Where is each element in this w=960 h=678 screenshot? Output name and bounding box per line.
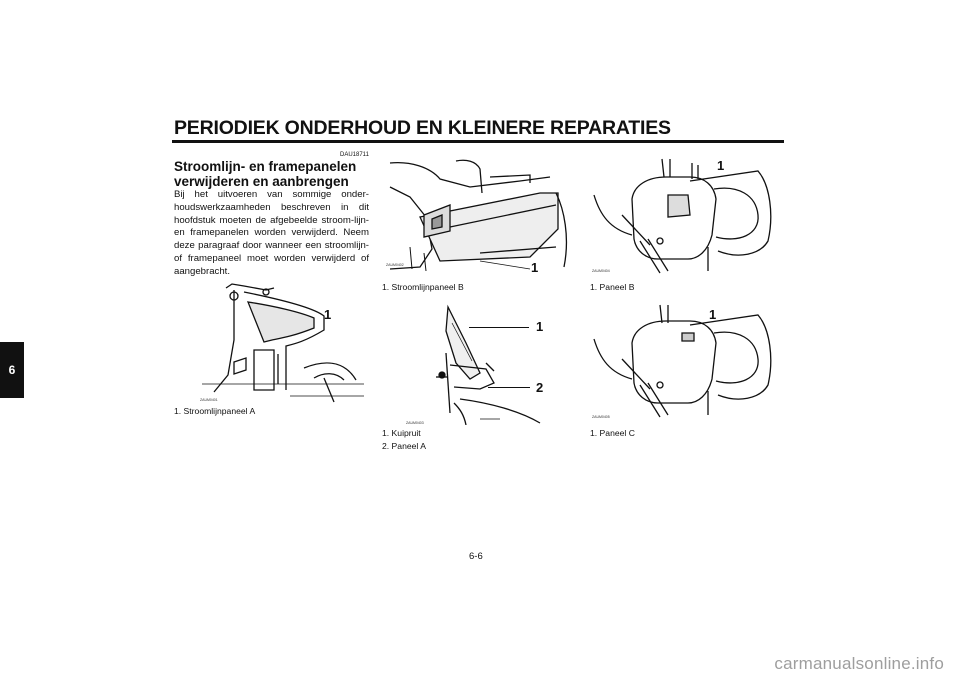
image-code: ZAUM0404 <box>592 269 610 273</box>
panel-c-illustration <box>588 303 778 423</box>
figure-caption: 1. Kuipruit <box>382 428 421 438</box>
figure-caption: 1. Stroomlijnpaneel B <box>382 282 464 292</box>
image-code: ZAUM0405 <box>592 415 610 419</box>
callout-number: 1 <box>709 307 717 322</box>
image-code: ZAUM0402 <box>386 263 404 267</box>
callout-number: 1 <box>324 307 332 322</box>
figure-caption: 2. Paneel A <box>382 441 426 451</box>
figure-caption: 1. Paneel B <box>590 282 635 292</box>
callout-number: 1 <box>717 158 725 173</box>
leader-line <box>469 327 529 328</box>
figure-caption: 1. Paneel C <box>590 428 635 438</box>
leader-line <box>488 387 530 388</box>
figure-fairing-a <box>174 280 370 410</box>
fairing-a-illustration <box>174 280 370 410</box>
header-rule <box>172 140 784 143</box>
page-number: 6-6 <box>469 551 483 562</box>
figure-caption: 1. Stroomlijnpaneel A <box>174 406 256 416</box>
section-code: DAU18711 <box>340 152 369 158</box>
section-body: Bij het uitvoeren van sommige onder-houdswerkzaamheden beschreven in dit hoofdstuk moeten de afgebeelde stroom-lijn- en framepanelen worden verwijderd. Neem deze paragraaf door wanneer een stroomlijn- of framepaneel moet worden verwijderd of aangebracht. <box>174 189 369 277</box>
section-heading: Stroomlijn- en framepanelen verwijderen en aanbrengen <box>174 159 357 189</box>
watermark: carmanualsonline.info <box>774 654 944 673</box>
callout-number: 1 <box>531 260 539 275</box>
page-header-title: PERIODIEK ONDERHOUD EN KLEINERE REPARATIES <box>174 117 671 139</box>
side-panel-illustration <box>380 157 576 279</box>
image-code: ZAUM0401 <box>200 398 218 402</box>
callout-number: 1 <box>536 319 544 334</box>
figure-side-panel <box>380 157 576 279</box>
figure-panel-c <box>588 303 778 423</box>
image-code: ZAUM0403 <box>406 421 424 425</box>
callout-number: 2 <box>536 380 544 395</box>
figure-panel-b <box>588 155 778 279</box>
panel-b-illustration <box>588 155 778 279</box>
chapter-tab[interactable]: 6 <box>0 342 24 398</box>
